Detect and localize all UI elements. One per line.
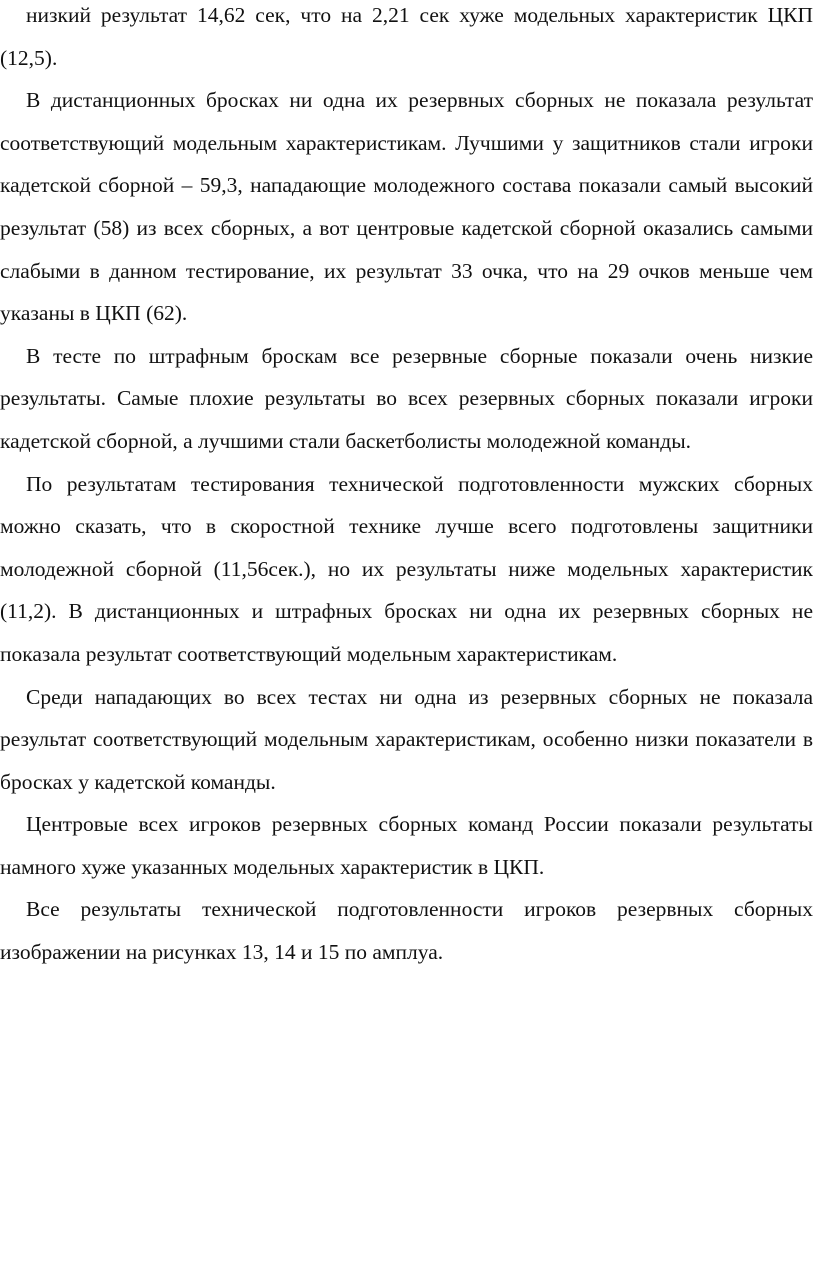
paragraph-centers: Центровые всех игроков резервных сборных команд России показали результаты намного хуже указанных модельных характеристик в ЦКП. [0,812,813,879]
paragraph-free-throws: В тесте по штрафным броскам все резервные сборные показали очень низкие результаты. Самые плохие результаты во всех резервных сборных показали игроки кадетской сборной, а лучшими стали баскетболисты молодежной команды. [0,343,813,453]
paragraph-forwards: Среди нападающих во всех тестах ни одна из резервных сборных не показала результат соответствующий модельным характеристикам, особенно низки показатели в бросках у кадетской команды. [0,684,813,794]
paragraph-distance-shots: В дистанционных бросках ни одна их резервных сборных не показала результат соответствующий модельным характеристикам. Лучшими у защитников стали игроки кадетской сборной – 59,3, нападающие молодежного состава показали самый высокий результат (58) из всех сборных, а вот центровые кадетской сборной оказались самыми слабыми в данном тестирование, их результат 33 очка, что на 29 очков меньше чем указаны в ЦКП (62). [0,88,813,326]
paragraph-figures-reference: Все результаты технической подготовленности игроков резервных сборных изображении на рисунках 13, 14 и 15 по амплуа. [0,897,813,965]
paragraph-technical-summary: По результатам тестирования технической подготовленности мужских сборных можно сказать, что в скоростной технике лучше всего подготовлены защитники молодежной сборной (11,56сек.), но их результаты ниже модельных характеристик (11,2). В дистанционных и штрафных бросках ни одна их резервных сборных не показала результат соответствующий модельным характеристикам. [0,471,813,666]
paragraph-speed-technique-end: низкий результат 14,62 сек, что на 2,21 сек хуже модельных характеристик ЦКП (12,5). [0,3,813,70]
